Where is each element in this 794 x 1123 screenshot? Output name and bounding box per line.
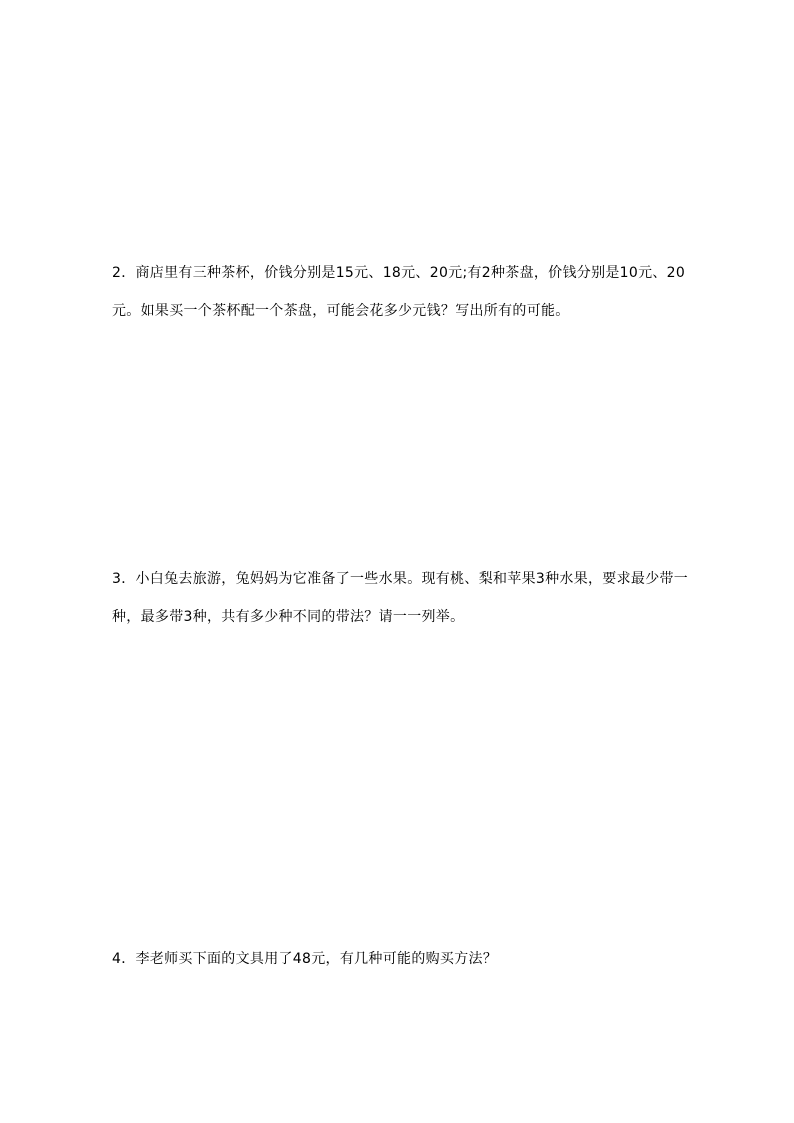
question-2 (112, 254, 712, 330)
question-3-line-1: 3．小白兔去旅游，兔妈妈为它准备了一些水果。现有桃、梨和苹果3种水果，要求最少带一 (112, 571, 689, 587)
question-2-line-2: 元。如果买一个茶杯配一个茶盘，可能会花多少元钱？写出所有的可能。 (112, 303, 570, 319)
question-3 (112, 560, 712, 636)
question-3-line-2: 种，最多带3种，共有多少种不同的带法？请一一列举。 (112, 609, 465, 625)
question-4-line-1: 4．李老师买下面的文具用了48元，有几种可能的购买方法？ (112, 951, 498, 967)
question-2-line-1: 2．商店里有三种茶杯，价钱分别是15元、18元、20元;有2种茶盘，价钱分别是10元、20 (112, 265, 686, 281)
question-4 (112, 940, 712, 978)
